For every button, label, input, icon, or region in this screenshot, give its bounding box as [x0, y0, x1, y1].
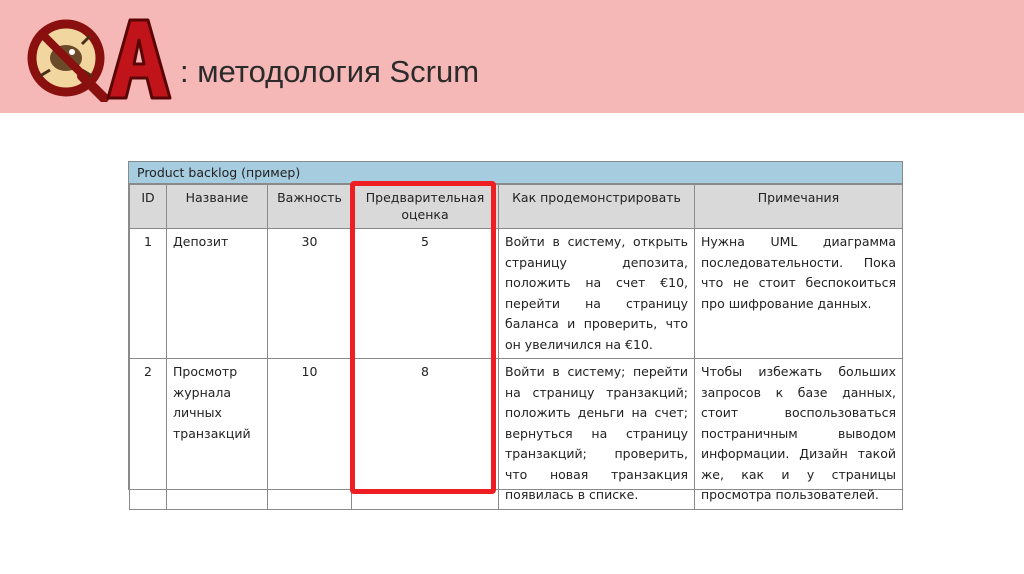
cell-importance: 30: [268, 229, 352, 359]
table-caption: Product backlog (пример): [129, 162, 902, 184]
qa-logo: [22, 14, 172, 102]
table-header-row: [130, 185, 903, 229]
slide-title: : методология Scrum: [180, 54, 480, 89]
col-header-id: ID: [130, 185, 167, 229]
logo-text: QA: [22, 14, 24, 15]
col-header-estimate: Предварительная оценка: [352, 185, 499, 229]
cell-id: 1: [130, 229, 167, 359]
slide-header: [0, 0, 1024, 113]
cell-importance: 10: [268, 359, 352, 510]
cell-name: Просмотр журнала личных транзакций: [167, 359, 268, 510]
table-row: [130, 359, 903, 510]
cell-notes: Нужна UML диаграмма последовательности. Пока что не стоит беспокоиться про шифрование данных.: [695, 229, 903, 359]
cell-id: 2: [130, 359, 167, 510]
product-backlog-table: [128, 161, 903, 502]
cell-demo: Войти в систему; перейти на страницу транзакций; положить деньги на счет; вернуться на страницу транзакций; проверить, что новая транзакция появилась в списке.: [499, 359, 695, 510]
col-header-importance: Важность: [268, 185, 352, 229]
table-row: [130, 229, 903, 359]
cell-notes: Чтобы избежать больших запросов к базе данных, стоит воспользоваться постраничным выводом информации. Дизайн такой же, как и у страницы просмотра пользователей.: [695, 359, 903, 510]
estimate-column-highlight: [350, 181, 496, 494]
col-header-name: Название: [167, 185, 268, 229]
cell-estimate: 5: [352, 229, 499, 359]
cell-estimate: 8: [352, 359, 499, 510]
cell-demo: Войти в систему, открыть страницу депозита, положить на счет €10, перейти на страницу баланса и проверить, что он увеличился на €10.: [499, 229, 695, 359]
col-header-demo: Как продемонстрировать: [499, 185, 695, 229]
cell-name: Депозит: [167, 229, 268, 359]
col-header-notes: Примечания: [695, 185, 903, 229]
